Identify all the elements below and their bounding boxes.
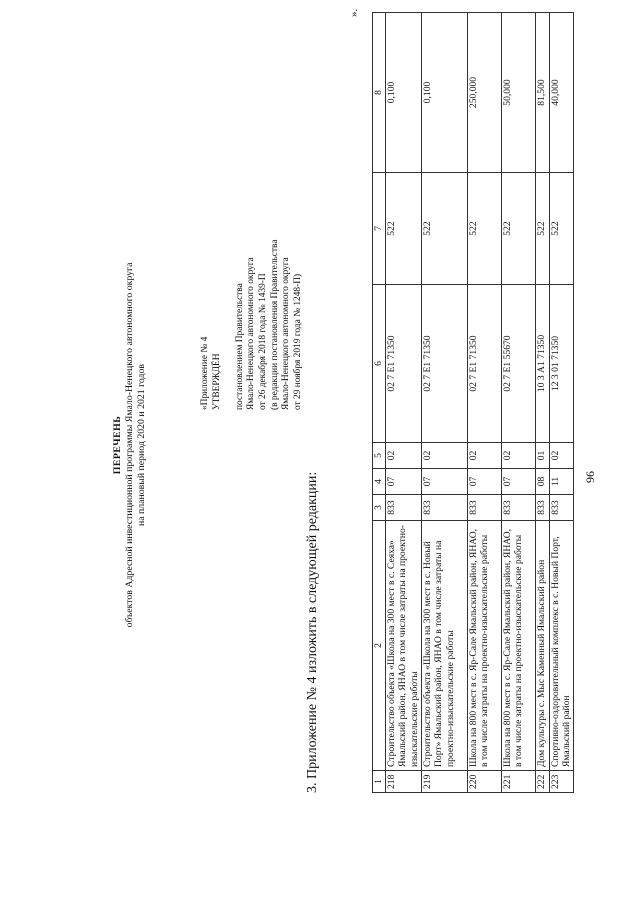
table-row [502,13,536,793]
list-title-heading: ПЕРЕЧЕНЬ [112,415,123,475]
expense-type-code: 522 [550,173,574,285]
ministry-code: 833 [422,495,468,521]
subsection-code: 02 [468,443,502,469]
subsection-code: 02 [502,443,536,469]
section-code: 08 [536,469,550,495]
ministry-code: 833 [536,495,550,521]
approval-line: Ямало-Ненецкого автономного округа [281,257,292,410]
table-row [468,13,502,793]
amount: 250,000 [468,13,502,173]
approval-line: от 29 ноября 2019 года № 1248-П) [292,273,303,410]
row-number: 218 [386,771,422,793]
amount: 50,000 [502,13,536,173]
target-article-code: 12 3 01 71350 [550,285,574,443]
amount: 0,100 [386,13,422,173]
object-name: Школа на 800 мест в с. Яр-Сале Ямальский район, ЯНАО, в том числе затраты на проектно-изыскательские работы [468,521,502,771]
object-name: Школа на 800 мест в с. Яр-Сале Ямальский район, ЯНАО, в том числе затраты на проектно-изыскательские работы [502,521,536,771]
row-number: 221 [502,771,536,793]
list-title-line: на плановый период 2020 и 2021 годов [136,363,147,527]
ministry-code: 833 [468,495,502,521]
table-row [386,13,422,793]
column-header: 8 [373,13,386,173]
object-name: Строительство объекта «Школа на 300 мест в с. Сеяха» Ямальский район, ЯНАО в том числе затраты на проектно-изыскательские работы [386,521,422,771]
target-article-code: 02 7 Е1 71350 [422,285,468,443]
subsection-code: 02 [422,443,468,469]
ministry-code: 833 [550,495,574,521]
object-name: Спортивно-оздоровительный комплекс в с. Новый Порт, Ямальский район [550,521,574,771]
ministry-code: 833 [502,495,536,521]
object-name: Дом культуры с. Мыс Каменный Ямальский район [536,521,550,771]
target-article-code: 02 7 Е1 71350 [468,285,502,443]
table-header-row [373,13,386,793]
target-article-code: 02 7 Е1 71350 [386,285,422,443]
amount: 81,500 [536,13,550,173]
approval-line: постановлением Правительства [234,283,245,410]
target-article-code: 02 7 Е1 55670 [502,285,536,443]
list-title [112,195,148,695]
table-row [422,13,468,793]
approval-line: от 26 декабря 2018 года № 1439-П [257,273,268,410]
column-header: 4 [373,469,386,495]
column-header: 5 [373,443,386,469]
subsection-code: 01 [536,443,550,469]
column-header: 3 [373,495,386,521]
row-number: 222 [536,771,550,793]
section-code: 07 [468,469,502,495]
ministry-code: 833 [386,495,422,521]
closing-quote-mark: ». [348,8,360,17]
investment-table [372,12,574,793]
row-number: 219 [422,771,468,793]
expense-type-code: 522 [536,173,550,285]
row-number: 220 [468,771,502,793]
page-number: 96 [583,471,597,483]
section-code: 07 [386,469,422,495]
expense-type-code: 522 [502,173,536,285]
table-row [536,13,550,793]
item-heading: 3. Приложение № 4 изложить в следующей редакции: [305,471,320,793]
subsection-code: 02 [386,443,422,469]
expense-type-code: 522 [468,173,502,285]
approval-block [200,120,304,410]
object-name: Строительство объекта «Школа на 300 мест в с. Новый Порт» Ямальский район, ЯНАО в том числе затраты на проектно-изыскательские работы [422,521,468,771]
section-code: 11 [550,469,574,495]
column-header: 2 [373,521,386,771]
subsection-code: 02 [550,443,574,469]
approval-line: «Приложение № 4 [200,336,210,410]
amount: 0,100 [422,13,468,173]
row-number: 223 [550,771,574,793]
column-header: 6 [373,285,386,443]
approval-line: (в редакции постановления Правительства [269,239,280,410]
column-header: 1 [373,771,386,793]
approval-line: Ямало-Ненецкого автономного округа [246,257,257,410]
section-code: 07 [502,469,536,495]
column-header: 7 [373,173,386,285]
table-row [550,13,574,793]
list-title-line: объектов Адресной инвестиционной программы Ямало-Ненецкого автономного округа [124,262,135,628]
target-article-code: 10 3 А1 71350 [536,285,550,443]
amount: 40,000 [550,13,574,173]
approval-spacer [223,120,235,410]
section-code: 07 [422,469,468,495]
approval-line: УТВЕРЖДЁН [211,353,222,410]
expense-type-code: 522 [422,173,468,285]
expense-type-code: 522 [386,173,422,285]
